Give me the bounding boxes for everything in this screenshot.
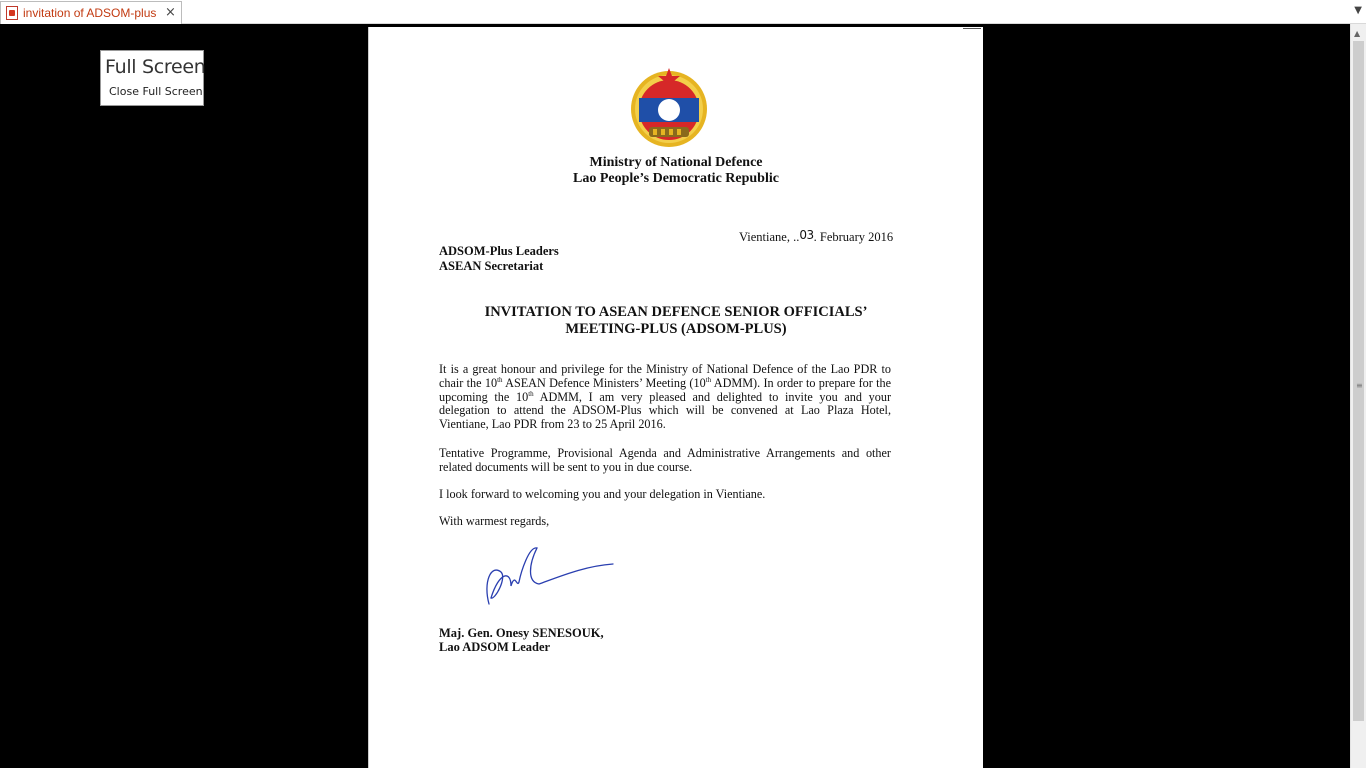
document-tab-title: invitation of ADSOM-plus [23, 6, 157, 20]
paragraph-text: It is a great honour and privilege for the Ministry of National Defence of the Lao PDR to chair the 10 [439, 362, 891, 390]
tab-bar [0, 0, 1366, 24]
heading-line: MEETING-PLUS (ADSOM-PLUS) [565, 320, 787, 337]
paragraph-documents: Tentative Programme, Provisional Agenda and Administrative Arrangements and other related documents will be sent to you in due course. [439, 446, 891, 474]
tab-close-icon[interactable]: × [165, 5, 176, 20]
paragraph-text: ADMM, I am very pleased and delighted to invite you and your delegation to attend the ADSOM-Plus which will be convened at Lao Plaza Hotel, Vientiane, Lao PDR from 23 to 25 April 2016. [439, 389, 891, 432]
paragraph-text: ASEAN Defence Ministers’ Meeting (10 [502, 375, 706, 390]
date-prefix: Vientiane, .. [739, 230, 800, 244]
tab-list-dropdown-icon[interactable]: ▼ [1354, 5, 1362, 16]
ministry-header [369, 155, 983, 187]
document-tab[interactable] [0, 1, 182, 24]
signatory-title: Lao ADSOM Leader [439, 640, 551, 654]
heading-line: INVITATION TO ASEAN DEFENCE SENIOR OFFICIALS’ [484, 304, 868, 320]
signatory-name: Maj. Gen. Onesy SENESOUK, [439, 626, 604, 640]
page-corner-mark [963, 28, 981, 29]
paragraph-invitation [439, 363, 891, 432]
letter-date [739, 230, 893, 245]
lao-national-defence-emblem-icon [627, 67, 711, 147]
scrollbar-thumb[interactable] [1353, 41, 1364, 721]
superscript: th [497, 375, 503, 384]
country-name: Lao People’s Democratic Republic [573, 171, 779, 186]
paragraph-text: ADMM). In order to prepare for the upcoming the 10 [439, 375, 892, 404]
full-screen-title: Full Screen [105, 56, 206, 78]
scroll-up-arrow-icon[interactable]: ▲ [1354, 29, 1361, 38]
superscript: th [528, 389, 534, 398]
scroll-grip-icon: ≡ [1356, 381, 1363, 390]
superscript: th [705, 375, 712, 384]
vertical-scrollbar[interactable] [1350, 24, 1366, 768]
addressee-line: ADSOM-Plus Leaders [439, 244, 559, 258]
close-full-screen-button[interactable]: Close Full Screen [109, 85, 203, 98]
signatory-block [439, 626, 604, 654]
document-page [368, 27, 983, 768]
date-day: 03 [799, 228, 814, 242]
ministry-name: Ministry of National Defence [589, 155, 763, 170]
date-suffix: . February 2016 [813, 230, 894, 244]
addressee-line: ASEAN Secretariat [439, 259, 544, 273]
pdf-document-icon [6, 6, 18, 20]
handwritten-signature [481, 542, 616, 610]
paragraph-welcome: I look forward to welcoming you and your delegation in Vientiane. [439, 487, 766, 501]
closing-salutation: With warmest regards, [439, 514, 550, 528]
letter-heading [469, 304, 883, 337]
addressee-block [439, 244, 559, 274]
full-screen-panel [100, 50, 204, 106]
